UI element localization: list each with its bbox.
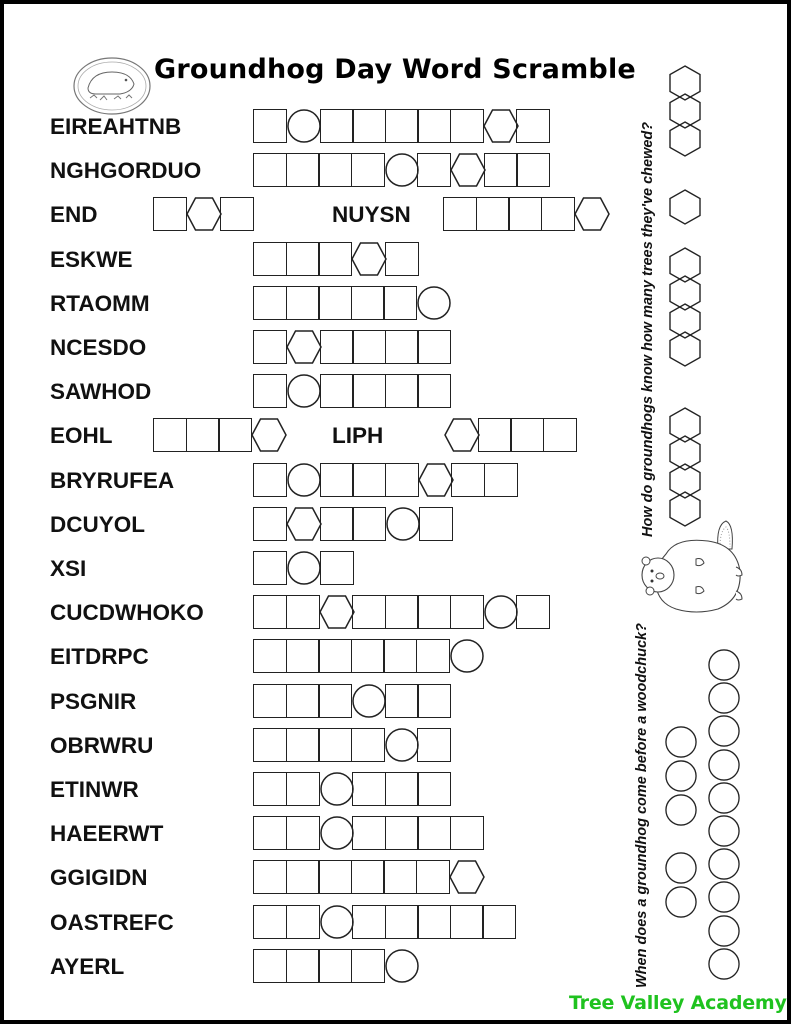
letter-box[interactable] (220, 197, 254, 231)
circle-letter-box[interactable] (385, 949, 419, 983)
letter-box[interactable] (286, 816, 320, 850)
riddle-question-1: How do groundhogs know how many trees they've chewed? (640, 121, 656, 537)
letter-box[interactable] (318, 949, 352, 983)
circle-letter-box[interactable] (320, 816, 354, 850)
hexagon-letter-box[interactable] (287, 507, 321, 541)
circle-letter-box[interactable] (386, 507, 420, 541)
scrambled-word: GGIGIDN (50, 865, 148, 890)
scrambled-word: EIREAHTNB (50, 114, 182, 139)
hexagon-letter-box[interactable] (287, 330, 321, 364)
circle-letter-box[interactable] (287, 374, 321, 408)
letter-box[interactable] (320, 109, 354, 143)
hexagon-letter-box[interactable] (575, 197, 609, 231)
letter-box[interactable] (417, 905, 451, 939)
letter-box[interactable] (385, 330, 419, 364)
letter-box[interactable] (516, 595, 550, 629)
letter-box[interactable] (417, 374, 451, 408)
hexagon-letter-box[interactable] (445, 418, 479, 452)
letter-box[interactable] (351, 286, 385, 320)
letter-box[interactable] (318, 860, 352, 894)
circle-letter-box[interactable] (484, 595, 518, 629)
letter-box[interactable] (352, 374, 386, 408)
scrambled-word: EOHL (50, 423, 113, 448)
letter-box[interactable] (385, 816, 419, 850)
hexagon-letter-box[interactable] (451, 153, 485, 187)
letter-box[interactable] (286, 860, 320, 894)
answer-boxes (253, 728, 451, 762)
letter-box[interactable] (153, 197, 187, 231)
worksheet-page (4, 4, 787, 1020)
letter-box[interactable] (352, 507, 386, 541)
circle-letter-box[interactable] (450, 639, 484, 673)
scrambled-word: NUYSN (332, 202, 411, 227)
letter-box[interactable] (318, 728, 352, 762)
letter-box[interactable] (253, 639, 287, 673)
letter-box[interactable] (383, 639, 417, 673)
letter-box[interactable] (253, 374, 287, 408)
letter-box[interactable] (352, 816, 386, 850)
answer-boxes (253, 949, 419, 983)
riddle-question-2: When does a groundhog come before a woodchuck? (634, 623, 650, 988)
hexagon-answer-box[interactable] (668, 190, 702, 224)
letter-box[interactable] (286, 153, 320, 187)
letter-box[interactable] (352, 595, 386, 629)
letter-box[interactable] (417, 684, 451, 718)
circle-answer-box[interactable] (708, 948, 740, 980)
answer-boxes (445, 418, 577, 452)
letter-box[interactable] (450, 905, 484, 939)
letter-box[interactable] (451, 463, 485, 497)
letter-box[interactable] (253, 595, 287, 629)
answer-boxes (253, 242, 419, 276)
letter-box[interactable] (218, 418, 252, 452)
scrambled-word: HAEERWT (50, 821, 164, 846)
letter-box[interactable] (286, 242, 320, 276)
letter-box[interactable] (286, 595, 320, 629)
letter-box[interactable] (253, 330, 287, 364)
answer-boxes (253, 507, 453, 541)
answer-boxes (153, 197, 254, 231)
answer-boxes (253, 816, 484, 850)
letter-box[interactable] (417, 109, 451, 143)
scrambled-word: XSI (50, 556, 87, 581)
letter-box[interactable] (351, 949, 385, 983)
answer-boxes (253, 153, 550, 187)
letter-box[interactable] (385, 684, 419, 718)
letter-box[interactable] (351, 153, 385, 187)
answer-boxes (253, 684, 451, 718)
letter-box[interactable] (253, 109, 287, 143)
scrambled-word: LIPH (332, 423, 384, 448)
letter-box[interactable] (286, 728, 320, 762)
circle-letter-box[interactable] (385, 153, 419, 187)
letter-box[interactable] (510, 418, 544, 452)
answer-boxes (253, 860, 484, 894)
letter-box[interactable] (253, 551, 287, 585)
scrambled-word: BRYRUFEA (50, 468, 175, 493)
letter-box[interactable] (253, 684, 287, 718)
hexagon-letter-box[interactable] (450, 860, 484, 894)
letter-box[interactable] (476, 197, 510, 231)
letter-box[interactable] (286, 949, 320, 983)
circle-letter-box[interactable] (320, 772, 354, 806)
letter-box[interactable] (450, 109, 484, 143)
scrambled-word: SAWHOD (50, 379, 152, 404)
groundhog-logo-icon (70, 54, 156, 116)
letter-box[interactable] (253, 949, 287, 983)
letter-box[interactable] (253, 772, 287, 806)
letter-box[interactable] (383, 860, 417, 894)
scrambled-word: DCUYOL (50, 512, 145, 537)
letter-box[interactable] (450, 816, 484, 850)
circle-answer-box[interactable] (708, 848, 740, 880)
letter-box[interactable] (484, 153, 518, 187)
circle-letter-box[interactable] (287, 109, 321, 143)
letter-box[interactable] (385, 463, 419, 497)
scrambled-word: ETINWR (50, 777, 139, 802)
circle-letter-box[interactable] (352, 684, 386, 718)
circle-letter-box[interactable] (385, 728, 419, 762)
hexagon-answer-box[interactable] (668, 122, 702, 156)
answer-boxes (253, 463, 518, 497)
answer-boxes (253, 109, 550, 143)
letter-box[interactable] (318, 639, 352, 673)
letter-box[interactable] (286, 639, 320, 673)
letter-box[interactable] (508, 197, 542, 231)
letter-box[interactable] (478, 418, 512, 452)
letter-box[interactable] (253, 242, 287, 276)
answer-boxes (443, 197, 609, 231)
scrambled-word: EITDRPC (50, 644, 149, 669)
letter-box[interactable] (286, 684, 320, 718)
hexagon-letter-box[interactable] (352, 242, 386, 276)
letter-box[interactable] (352, 463, 386, 497)
circle-answer-box[interactable] (708, 715, 740, 747)
letter-box[interactable] (286, 905, 320, 939)
letter-box[interactable] (286, 286, 320, 320)
letter-box[interactable] (443, 197, 477, 231)
answer-boxes (253, 772, 451, 806)
letter-box[interactable] (385, 242, 419, 276)
letter-box[interactable] (318, 242, 352, 276)
letter-box[interactable] (416, 860, 450, 894)
circle-answer-box[interactable] (708, 749, 740, 781)
hexagon-letter-box[interactable] (484, 109, 518, 143)
letter-box[interactable] (320, 374, 354, 408)
scrambled-word: PSGNIR (50, 689, 137, 714)
letter-box[interactable] (320, 330, 354, 364)
letter-box[interactable] (385, 374, 419, 408)
circle-answer-box[interactable] (708, 881, 740, 913)
letter-box[interactable] (253, 860, 287, 894)
answer-boxes (253, 905, 516, 939)
letter-box[interactable] (351, 860, 385, 894)
answer-boxes (153, 418, 286, 452)
letter-box[interactable] (318, 684, 352, 718)
circle-answer-box[interactable] (665, 794, 697, 826)
letter-box[interactable] (253, 463, 287, 497)
letter-box[interactable] (484, 463, 518, 497)
answer-boxes (253, 595, 550, 629)
hexagon-letter-box[interactable] (419, 463, 453, 497)
letter-box[interactable] (351, 639, 385, 673)
page-title: Groundhog Day Word Scramble (154, 54, 636, 85)
scrambled-word: END (50, 202, 98, 227)
hexagon-letter-box[interactable] (187, 197, 221, 231)
letter-box[interactable] (417, 772, 451, 806)
letter-box[interactable] (352, 905, 386, 939)
answer-boxes (253, 374, 451, 408)
circle-letter-box[interactable] (287, 551, 321, 585)
circle-answer-box[interactable] (665, 886, 697, 918)
letter-box[interactable] (352, 109, 386, 143)
letter-box[interactable] (320, 463, 354, 497)
circle-answer-box[interactable] (665, 760, 697, 792)
letter-box[interactable] (482, 905, 516, 939)
letter-box[interactable] (253, 507, 287, 541)
scrambled-word: RTAOMM (50, 291, 150, 316)
letter-box[interactable] (253, 816, 287, 850)
answer-boxes (253, 286, 451, 320)
hexagon-letter-box[interactable] (252, 418, 286, 452)
letter-box[interactable] (385, 595, 419, 629)
letter-box[interactable] (417, 595, 451, 629)
circle-letter-box[interactable] (320, 905, 354, 939)
circle-letter-box[interactable] (287, 463, 321, 497)
letter-box[interactable] (541, 197, 575, 231)
brand-footer: Tree Valley Academy (569, 992, 787, 1014)
circle-answer-box[interactable] (708, 915, 740, 947)
letter-box[interactable] (253, 153, 287, 187)
circle-answer-box[interactable] (708, 782, 740, 814)
letter-box[interactable] (385, 772, 419, 806)
letter-box[interactable] (320, 551, 354, 585)
letter-box[interactable] (385, 905, 419, 939)
letter-box[interactable] (318, 286, 352, 320)
letter-box[interactable] (417, 728, 451, 762)
letter-box[interactable] (417, 330, 451, 364)
letter-box[interactable] (383, 286, 417, 320)
letter-box[interactable] (286, 772, 320, 806)
letter-box[interactable] (516, 153, 550, 187)
letter-box[interactable] (417, 816, 451, 850)
answer-boxes (253, 639, 484, 673)
hexagon-letter-box[interactable] (320, 595, 354, 629)
letter-box[interactable] (450, 595, 484, 629)
answer-boxes (253, 551, 354, 585)
circle-answer-box[interactable] (665, 852, 697, 884)
letter-box[interactable] (318, 153, 352, 187)
circle-answer-box[interactable] (708, 649, 740, 681)
scrambled-word: ESKWE (50, 247, 133, 272)
letter-box[interactable] (186, 418, 220, 452)
letter-box[interactable] (416, 639, 450, 673)
letter-box[interactable] (419, 507, 453, 541)
scrambled-word: AYERL (50, 954, 125, 979)
circle-answer-box[interactable] (708, 682, 740, 714)
hexagon-answer-box[interactable] (668, 332, 702, 366)
letter-box[interactable] (253, 286, 287, 320)
letter-box[interactable] (320, 507, 354, 541)
letter-box[interactable] (153, 418, 187, 452)
letter-box[interactable] (516, 109, 550, 143)
scrambled-word: OBRWRU (50, 733, 154, 758)
letter-box[interactable] (351, 728, 385, 762)
letter-box[interactable] (253, 728, 287, 762)
circle-answer-box[interactable] (665, 726, 697, 758)
scrambled-word: NGHGORDUO (50, 158, 202, 183)
letter-box[interactable] (385, 109, 419, 143)
letter-box[interactable] (253, 905, 287, 939)
letter-box[interactable] (352, 772, 386, 806)
letter-box[interactable] (543, 418, 577, 452)
letter-box[interactable] (417, 153, 451, 187)
groundhog-illustration-icon (636, 519, 748, 619)
letter-box[interactable] (352, 330, 386, 364)
circle-answer-box[interactable] (708, 815, 740, 847)
answer-boxes (253, 330, 451, 364)
scrambled-word: CUCDWHOKO (50, 600, 204, 625)
circle-letter-box[interactable] (417, 286, 451, 320)
scrambled-word: OASTREFC (50, 910, 174, 935)
scrambled-word: NCESDO (50, 335, 147, 360)
